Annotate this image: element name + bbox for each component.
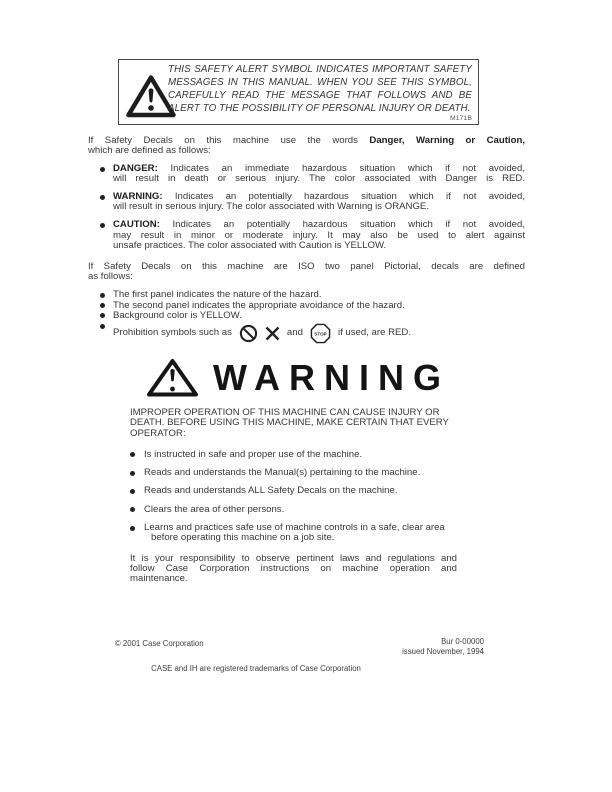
signal-word-item-caution	[88, 220, 525, 251]
improper-line: IMPROPER OPERATION OF THIS MACHINE CAN CAUSE INJURY OR	[130, 407, 440, 418]
operator-item-text: Clears the area of other persons.	[144, 503, 285, 515]
bullet-icon	[130, 489, 135, 494]
document-number: Bur 0-00000	[441, 637, 484, 646]
operator-list-item	[130, 486, 476, 496]
warning-heading	[146, 358, 450, 398]
signal-intro-paragraph	[88, 136, 525, 157]
bullet-icon	[100, 293, 105, 298]
alert-line: THIS SAFETY ALERT SYMBOL INDICATES IMPORTANT SAFETY	[168, 64, 472, 75]
alert-line: CAREFULLY READ THE MESSAGE THAT FOLLOWS AND BE	[168, 90, 472, 102]
danger-term: DANGER:	[113, 163, 158, 175]
signal-word-item-danger	[88, 164, 525, 185]
warning-line: will result in serious injury. The color associated with Warning is ORANGE.	[113, 201, 429, 213]
iso-item-text: The second panel indicates the appropriate avoidance of the hazard.	[113, 299, 405, 311]
caution-line: may result in minor or moderate injury. It may also be used to alert against	[113, 229, 525, 241]
warning-triangle-icon	[146, 358, 199, 398]
bullet-icon	[100, 324, 105, 329]
operator-list-item	[130, 468, 476, 478]
bullet-icon	[130, 452, 135, 457]
improper-line: OPERATOR:	[130, 427, 186, 439]
x-symbol-icon	[265, 326, 280, 341]
iso-intro-line: If Safety Decals on this machine are ISO two panel Pictorial, decals are defined	[88, 261, 525, 273]
safety-alert-statement	[168, 63, 472, 123]
caution-line: unsafe practices. The color associated with Caution is YELLOW.	[113, 239, 387, 251]
iso-item-text: The first panel indicates the nature of the hazard.	[113, 289, 322, 301]
warning-heading-title: WARNING	[213, 357, 450, 398]
operator-item-text: Is instructed in safe and proper use of the machine.	[144, 448, 363, 460]
bullet-icon	[130, 526, 135, 531]
alert-line: MESSAGES IN THIS MANUAL. WHEN YOU SEE THIS SYMBOL,	[168, 77, 472, 89]
bullet-icon	[100, 167, 105, 172]
warning-text: Indicates an potentially hazardous situation which if not avoided,	[174, 191, 526, 203]
operator-list-item	[130, 523, 476, 544]
iso-intro-line: as follows:	[88, 271, 133, 283]
trademark-notice: CASE and IH are registered trademarks of Case Corporation	[151, 664, 361, 673]
intro-line: which are defined as follows:	[88, 145, 211, 157]
caution-text: Indicates an potentially hazardous situation which if not avoided,	[172, 219, 526, 231]
operator-item-text: Reads and understands ALL Safety Decals on the machine.	[144, 485, 398, 497]
issue-date: issued November, 1994	[402, 646, 484, 656]
caution-term: CAUTION:	[113, 219, 160, 231]
no-symbol-icon	[239, 324, 258, 343]
prohibition-text: if used, are RED.	[337, 327, 411, 338]
bullet-icon	[100, 195, 105, 200]
prohibition-symbols-row	[113, 321, 525, 345]
alert-line: ALERT TO THE POSSIBILITY OF PERSONAL INJURY OR DEATH.	[168, 103, 471, 115]
improper-operation-paragraph	[130, 408, 476, 439]
danger-text: Indicates an immediate hazardous situation which if not avoided,	[170, 163, 525, 175]
copyright-notice: © 2001 Case Corporation	[115, 639, 204, 648]
responsibility-line: It is your responsibility to observe pertinent laws and regulations and	[130, 552, 457, 564]
intro-text: If Safety Decals on this machine use the words	[88, 135, 370, 146]
operator-requirements-list	[130, 450, 476, 544]
prohibition-text: and	[286, 327, 303, 338]
stop-sign-icon	[310, 323, 331, 344]
stop-sign-label: STOP	[314, 331, 327, 337]
document-number-block	[402, 637, 484, 657]
bullet-icon	[100, 223, 105, 228]
improper-line: DEATH. BEFORE USING THIS MACHINE, MAKE CERTAIN THAT EVERY	[130, 417, 449, 429]
responsibility-paragraph	[130, 554, 457, 585]
prohibition-text: Prohibition symbols such as	[113, 327, 232, 338]
iso-item-text: Background color is YELLOW.	[113, 309, 242, 321]
iso-list-item-prohibition	[88, 321, 525, 345]
alert-reference-code: M171B	[449, 115, 472, 123]
responsibility-line: follow Case Corporation instructions on machine operation and	[130, 562, 457, 574]
operator-item-text: Learns and practices safe use of machine controls in a safe, clear area	[144, 522, 445, 534]
responsibility-line: maintenance.	[130, 573, 188, 585]
operator-item-text: Reads and understands the Manual(s) pertaining to the machine.	[144, 467, 421, 479]
signal-words-section	[88, 136, 525, 345]
bullet-icon	[130, 471, 135, 476]
bullet-icon	[130, 507, 135, 512]
bullet-icon	[100, 303, 105, 308]
bullet-icon	[100, 313, 105, 318]
operator-list-item	[130, 505, 476, 515]
iso-intro-paragraph	[88, 262, 525, 283]
warning-term: WARNING:	[113, 191, 163, 203]
danger-line: will result in death or serious injury. The color associated with Danger is RED.	[113, 173, 525, 185]
iso-list-item	[88, 311, 525, 321]
iso-decal-list	[88, 290, 525, 345]
operator-item-text: before operating this machine on a job site.	[151, 532, 335, 544]
safety-alert-box	[118, 59, 479, 125]
operator-list-item	[130, 450, 476, 460]
intro-bold-text: Danger, Warning or Caution,	[369, 135, 525, 146]
operator-section	[130, 408, 476, 585]
signal-word-item-warning	[88, 192, 525, 213]
